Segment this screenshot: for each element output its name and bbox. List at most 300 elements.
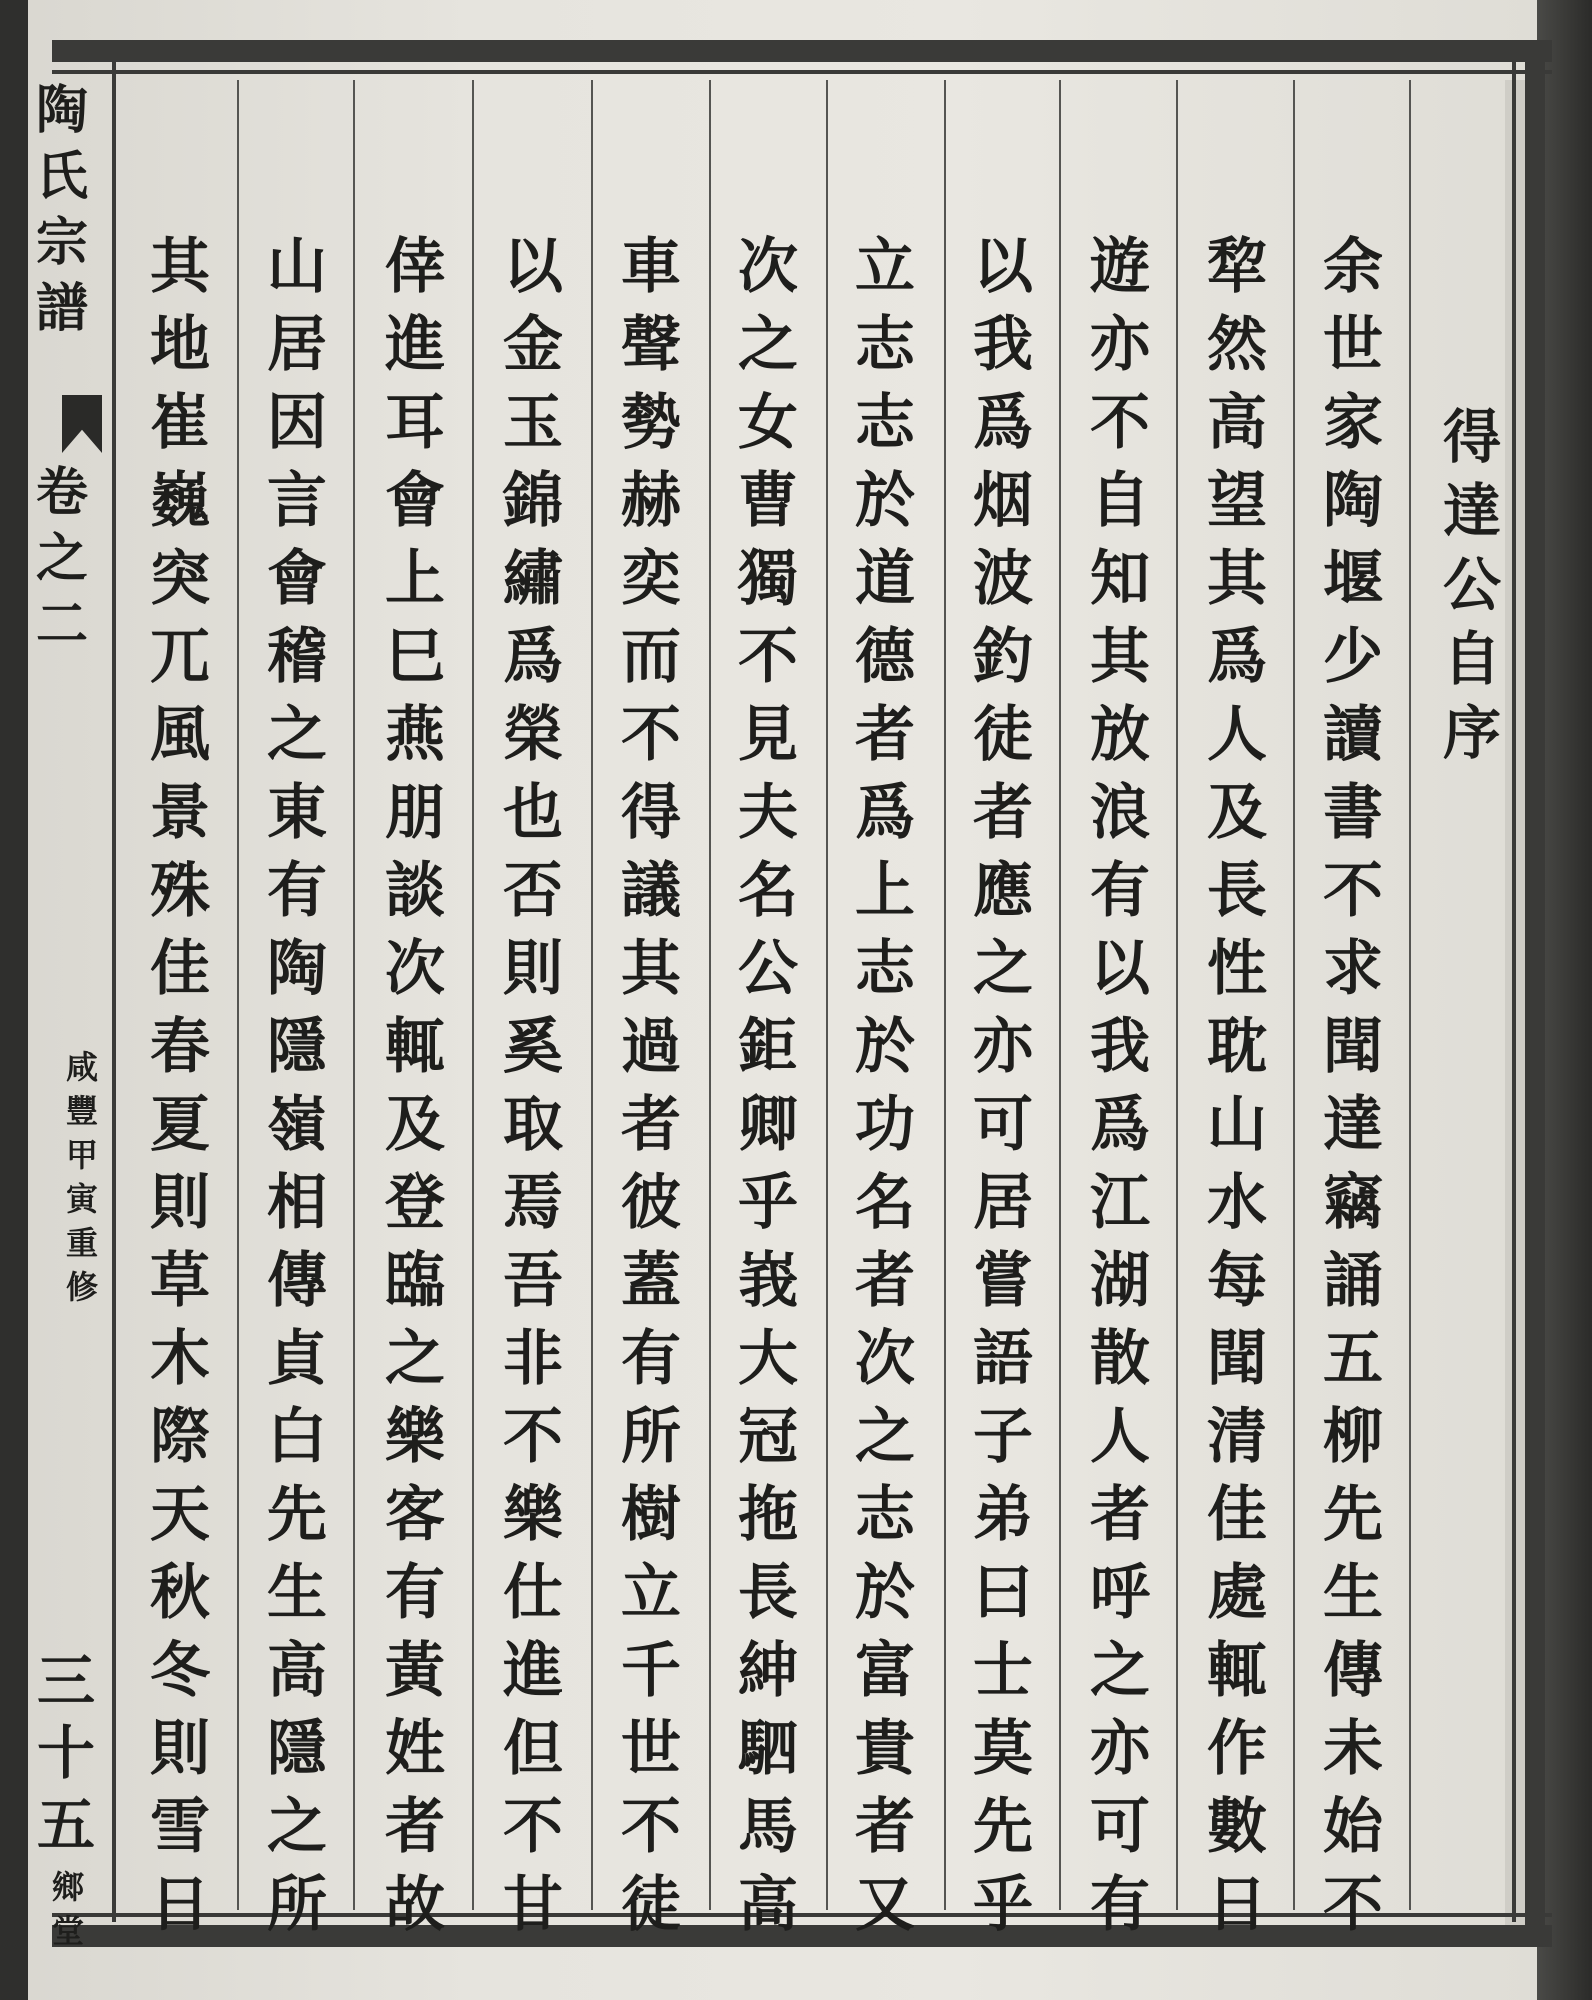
text-char: 生 [1323, 1558, 1383, 1628]
text-char: 生 [267, 1558, 327, 1628]
text-char: 及 [385, 1090, 445, 1160]
text-char: 不 [738, 622, 798, 692]
text-char: 仕 [503, 1558, 563, 1628]
text-char: 彼 [621, 1168, 681, 1238]
text-char: 亦 [1090, 1714, 1150, 1784]
frame-top-inner-line [52, 70, 1552, 74]
text-char: 山 [1207, 1090, 1267, 1160]
text-char: 爲 [973, 388, 1033, 458]
text-char: 之 [267, 1792, 327, 1862]
text-char: 名 [855, 1168, 915, 1238]
text-char: 輒 [1207, 1636, 1267, 1706]
column-rule [1059, 80, 1061, 1910]
text-char: 日 [150, 1870, 210, 1940]
text-char: 功 [855, 1090, 915, 1160]
column-rule [237, 80, 239, 1910]
text-char: 長 [738, 1558, 798, 1628]
text-char: 每 [1207, 1246, 1267, 1316]
text-char: 始 [1323, 1792, 1383, 1862]
text-char: 湖 [1090, 1246, 1150, 1316]
text-char: 木 [150, 1324, 210, 1394]
edition-char: 甲 [65, 1136, 98, 1174]
text-char: 聞 [1207, 1324, 1267, 1394]
text-char: 作 [1207, 1714, 1267, 1784]
column-rule [1176, 80, 1178, 1910]
text-char: 山 [267, 232, 327, 302]
text-column [728, 228, 808, 1944]
heading-char: 得 [1442, 403, 1501, 471]
text-char: 秋 [150, 1558, 210, 1628]
text-char: 我 [1090, 1012, 1150, 1082]
text-char: 亦 [973, 1012, 1033, 1082]
text-char: 江 [1090, 1168, 1150, 1238]
text-char: 天 [150, 1480, 210, 1550]
margin-title-char: 譜 [35, 278, 88, 339]
text-char: 於 [855, 1558, 915, 1628]
text-char: 乎 [738, 1168, 798, 1238]
hall-name-char: 鄉 [51, 1868, 84, 1906]
text-char: 故 [385, 1870, 445, 1940]
text-column [845, 228, 925, 1944]
text-char: 者 [973, 778, 1033, 848]
text-column [257, 228, 337, 1944]
text-char: 立 [621, 1558, 681, 1628]
edition-char: 重 [65, 1224, 98, 1262]
text-char: 臨 [385, 1246, 445, 1316]
text-char: 其 [150, 232, 210, 302]
text-char: 錦 [503, 466, 563, 536]
text-char: 樂 [385, 1402, 445, 1472]
text-char: 浪 [1090, 778, 1150, 848]
text-char: 數 [1207, 1792, 1267, 1862]
text-char: 富 [855, 1636, 915, 1706]
text-char: 讀 [1323, 700, 1383, 770]
edition-char: 豐 [65, 1092, 98, 1130]
text-char: 不 [1323, 856, 1383, 926]
text-char: 大 [738, 1324, 798, 1394]
text-char: 上 [385, 544, 445, 614]
text-char: 隱 [267, 1012, 327, 1082]
text-char: 家 [1323, 388, 1383, 458]
text-char: 金 [503, 310, 563, 380]
text-char: 否 [503, 856, 563, 926]
margin-title [32, 78, 92, 342]
margin-volume-char: 卷 [35, 462, 88, 523]
text-char: 冬 [150, 1636, 210, 1706]
text-char: 貴 [855, 1714, 915, 1784]
text-char: 先 [267, 1480, 327, 1550]
text-char: 高 [267, 1636, 327, 1706]
text-char: 爲 [855, 778, 915, 848]
frame-right-border [1525, 40, 1545, 1947]
text-char: 遊 [1090, 232, 1150, 302]
text-char: 余 [1323, 232, 1383, 302]
text-char: 可 [973, 1090, 1033, 1160]
text-char: 則 [150, 1714, 210, 1784]
text-char: 之 [267, 700, 327, 770]
text-char: 志 [855, 1480, 915, 1550]
heading-char: 達 [1442, 477, 1501, 545]
text-char: 先 [973, 1792, 1033, 1862]
text-char: 徒 [973, 700, 1033, 770]
text-char: 之 [1090, 1636, 1150, 1706]
text-char: 烟 [973, 466, 1033, 536]
text-char: 而 [621, 622, 681, 692]
text-char: 隱 [267, 1714, 327, 1784]
text-char: 所 [621, 1402, 681, 1472]
text-char: 日 [1207, 1870, 1267, 1940]
text-char: 世 [621, 1714, 681, 1784]
text-char: 先 [1323, 1480, 1383, 1550]
text-char: 然 [1207, 310, 1267, 380]
margin-edition [62, 1045, 102, 1309]
hall-name-char: 堂 [51, 1912, 84, 1950]
column-rule [1409, 80, 1411, 1910]
text-char: 突 [150, 544, 210, 614]
text-char: 鉅 [738, 1012, 798, 1082]
text-char: 樂 [503, 1480, 563, 1550]
text-char: 冠 [738, 1402, 798, 1472]
text-char: 曹 [738, 466, 798, 536]
text-char: 立 [855, 232, 915, 302]
text-char: 風 [150, 700, 210, 770]
text-char: 望 [1207, 466, 1267, 536]
text-char: 嘗 [973, 1246, 1033, 1316]
text-char: 焉 [503, 1168, 563, 1238]
text-char: 散 [1090, 1324, 1150, 1394]
text-char: 陶 [267, 934, 327, 1004]
text-char: 會 [385, 466, 445, 536]
text-char: 之 [738, 310, 798, 380]
text-char: 言 [267, 466, 327, 536]
heading-char: 序 [1442, 699, 1501, 767]
text-char: 耽 [1207, 1012, 1267, 1082]
text-char: 千 [621, 1636, 681, 1706]
text-column [375, 228, 455, 1944]
text-char: 語 [973, 1324, 1033, 1394]
text-char: 公 [738, 934, 798, 1004]
frame-top-border [52, 40, 1552, 62]
edition-char: 修 [65, 1268, 98, 1306]
text-char: 佳 [1207, 1480, 1267, 1550]
text-char: 莫 [973, 1714, 1033, 1784]
column-rule [1293, 80, 1295, 1910]
column-rule [353, 80, 355, 1910]
margin-hall-name [48, 1865, 88, 1953]
text-column [140, 228, 220, 1944]
text-char: 呼 [1090, 1558, 1150, 1628]
text-char: 處 [1207, 1558, 1267, 1628]
text-char: 車 [621, 232, 681, 302]
text-char: 客 [385, 1480, 445, 1550]
margin-volume-char: 二 [35, 594, 88, 655]
text-char: 不 [503, 1402, 563, 1472]
text-char: 人 [1207, 700, 1267, 770]
text-char: 居 [973, 1168, 1033, 1238]
text-char: 居 [267, 310, 327, 380]
text-char: 之 [973, 934, 1033, 1004]
page-number-char: 三 [36, 1647, 95, 1715]
text-char: 草 [150, 1246, 210, 1316]
text-char: 不 [503, 1792, 563, 1862]
text-char: 因 [267, 388, 327, 458]
text-char: 爲 [1090, 1090, 1150, 1160]
margin-title-char: 氏 [35, 146, 88, 207]
text-char: 進 [503, 1636, 563, 1706]
text-char: 倖 [385, 232, 445, 302]
text-char: 兀 [150, 622, 210, 692]
text-char: 輒 [385, 1012, 445, 1082]
text-char: 誦 [1323, 1246, 1383, 1316]
text-char: 巳 [385, 622, 445, 692]
text-char: 但 [503, 1714, 563, 1784]
text-char: 乎 [973, 1870, 1033, 1940]
text-char: 有 [1090, 1870, 1150, 1940]
text-char: 峩 [738, 1246, 798, 1316]
text-char: 過 [621, 1012, 681, 1082]
text-char: 道 [855, 544, 915, 614]
text-char: 次 [738, 232, 798, 302]
column-rule [826, 80, 828, 1910]
text-char: 獨 [738, 544, 798, 614]
text-char: 士 [973, 1636, 1033, 1706]
page-number-char: 十 [36, 1719, 95, 1787]
column-rule [591, 80, 593, 1910]
text-char: 者 [385, 1792, 445, 1862]
text-char: 次 [855, 1324, 915, 1394]
text-char: 則 [150, 1168, 210, 1238]
text-char: 有 [621, 1324, 681, 1394]
text-char: 傳 [267, 1246, 327, 1316]
text-char: 見 [738, 700, 798, 770]
text-char: 聲 [621, 310, 681, 380]
text-char: 水 [1207, 1168, 1267, 1238]
text-char: 不 [621, 1792, 681, 1862]
text-char: 志 [855, 310, 915, 380]
text-char: 夫 [738, 778, 798, 848]
text-char: 吾 [503, 1246, 563, 1316]
text-char: 取 [503, 1090, 563, 1160]
column-rule [944, 80, 946, 1910]
text-char: 者 [855, 1246, 915, 1316]
frame-right-inner-line [1512, 62, 1516, 1922]
text-char: 波 [973, 544, 1033, 614]
text-char: 則 [503, 934, 563, 1004]
text-char: 高 [738, 1870, 798, 1940]
text-char: 際 [150, 1402, 210, 1472]
text-char: 樹 [621, 1480, 681, 1550]
text-char: 夏 [150, 1090, 210, 1160]
text-char: 次 [385, 934, 445, 1004]
text-char: 勢 [621, 388, 681, 458]
text-char: 馬 [738, 1792, 798, 1862]
text-char: 殊 [150, 856, 210, 926]
text-char: 有 [385, 1558, 445, 1628]
text-char: 求 [1323, 934, 1383, 1004]
text-char: 崔 [150, 388, 210, 458]
text-char: 子 [973, 1402, 1033, 1472]
text-char: 亦 [1090, 310, 1150, 380]
text-char: 爲 [503, 622, 563, 692]
text-char: 有 [1090, 856, 1150, 926]
text-char: 東 [267, 778, 327, 848]
heading-char: 自 [1442, 625, 1501, 693]
binding-edge [0, 0, 28, 2000]
text-char: 所 [267, 1870, 327, 1940]
text-char: 玉 [503, 388, 563, 458]
text-char: 繡 [503, 544, 563, 614]
text-char: 志 [855, 934, 915, 1004]
text-char: 陶 [1323, 466, 1383, 536]
text-char: 放 [1090, 700, 1150, 770]
text-char: 其 [621, 934, 681, 1004]
text-char: 黃 [385, 1636, 445, 1706]
text-char: 不 [1090, 388, 1150, 458]
text-char: 堰 [1323, 544, 1383, 614]
text-char: 其 [1207, 544, 1267, 614]
text-char: 佳 [150, 934, 210, 1004]
text-char: 長 [1207, 856, 1267, 926]
text-char: 於 [855, 466, 915, 536]
text-char: 應 [973, 856, 1033, 926]
text-char: 達 [1323, 1090, 1383, 1160]
text-char: 傳 [1323, 1636, 1383, 1706]
text-char: 地 [150, 310, 210, 380]
text-char: 以 [1090, 934, 1150, 1004]
text-char: 甘 [503, 1870, 563, 1940]
text-char: 我 [973, 310, 1033, 380]
text-char: 曰 [973, 1558, 1033, 1628]
text-column [1197, 228, 1277, 1944]
text-char: 駟 [738, 1714, 798, 1784]
text-char: 人 [1090, 1402, 1150, 1472]
text-char: 蓋 [621, 1246, 681, 1316]
text-char: 巍 [150, 466, 210, 536]
text-char: 景 [150, 778, 210, 848]
text-char: 卿 [738, 1090, 798, 1160]
edition-char: 咸 [65, 1048, 98, 1086]
text-char: 之 [385, 1324, 445, 1394]
text-char: 德 [855, 622, 915, 692]
text-char: 進 [385, 310, 445, 380]
margin-volume [32, 460, 92, 658]
text-char: 者 [855, 1792, 915, 1862]
text-column [963, 228, 1043, 1944]
column-rule [709, 80, 711, 1910]
text-char: 耳 [385, 388, 445, 458]
margin-title-char: 陶 [35, 80, 88, 141]
text-char: 相 [267, 1168, 327, 1238]
text-char: 姓 [385, 1714, 445, 1784]
frame-left-line [112, 62, 116, 1922]
column-rule [472, 80, 474, 1910]
text-char: 高 [1207, 388, 1267, 458]
text-char: 白 [267, 1402, 327, 1472]
text-char: 名 [738, 856, 798, 926]
text-column [1313, 228, 1393, 1944]
margin-page-number [36, 1645, 96, 1861]
text-char: 犂 [1207, 232, 1267, 302]
text-char: 拖 [738, 1480, 798, 1550]
text-char: 柳 [1323, 1402, 1383, 1472]
text-char: 者 [1090, 1480, 1150, 1550]
text-char: 爲 [1207, 622, 1267, 692]
text-char: 朋 [385, 778, 445, 848]
margin-title-char: 宗 [35, 212, 88, 273]
text-char: 竊 [1323, 1168, 1383, 1238]
text-char: 談 [385, 856, 445, 926]
text-char: 徒 [621, 1870, 681, 1940]
text-char: 者 [855, 700, 915, 770]
text-char: 燕 [385, 700, 445, 770]
text-char: 有 [267, 856, 327, 926]
text-char: 未 [1323, 1714, 1383, 1784]
text-char: 也 [503, 778, 563, 848]
text-column [1080, 228, 1160, 1944]
text-char: 又 [855, 1870, 915, 1940]
text-char: 者 [621, 1090, 681, 1160]
text-char: 會 [267, 544, 327, 614]
page-number-char: 五 [36, 1791, 95, 1859]
text-column [493, 228, 573, 1944]
text-char: 書 [1323, 778, 1383, 848]
text-char: 及 [1207, 778, 1267, 848]
text-char: 上 [855, 856, 915, 926]
text-char: 赫 [621, 466, 681, 536]
text-char: 其 [1090, 622, 1150, 692]
text-char: 志 [855, 388, 915, 458]
text-char: 不 [621, 700, 681, 770]
text-char: 清 [1207, 1402, 1267, 1472]
text-char: 少 [1323, 622, 1383, 692]
text-char: 春 [150, 1012, 210, 1082]
text-char: 稽 [267, 622, 327, 692]
fishtail-mark [62, 395, 102, 453]
text-char: 貞 [267, 1324, 327, 1394]
text-char: 議 [621, 856, 681, 926]
text-char: 奚 [503, 1012, 563, 1082]
text-char: 榮 [503, 700, 563, 770]
text-char: 性 [1207, 934, 1267, 1004]
text-char: 以 [973, 232, 1033, 302]
edition-char: 寅 [65, 1180, 98, 1218]
text-char: 以 [503, 232, 563, 302]
right-page-edge [1537, 0, 1592, 2000]
text-char: 非 [503, 1324, 563, 1394]
text-char: 五 [1323, 1324, 1383, 1394]
text-char: 於 [855, 1012, 915, 1082]
margin-volume-char: 之 [35, 528, 88, 589]
text-char: 嶺 [267, 1090, 327, 1160]
text-char: 奕 [621, 544, 681, 614]
text-char: 之 [855, 1402, 915, 1472]
text-char: 自 [1090, 466, 1150, 536]
text-char: 聞 [1323, 1012, 1383, 1082]
text-char: 釣 [973, 622, 1033, 692]
text-char: 知 [1090, 544, 1150, 614]
heading-column [1432, 400, 1512, 770]
text-char: 不 [1323, 1870, 1383, 1940]
text-char: 雪 [150, 1792, 210, 1862]
text-char: 女 [738, 388, 798, 458]
text-char: 登 [385, 1168, 445, 1238]
text-column [611, 228, 691, 1944]
heading-char: 公 [1442, 551, 1501, 619]
text-char: 可 [1090, 1792, 1150, 1862]
text-char: 世 [1323, 310, 1383, 380]
text-char: 弟 [973, 1480, 1033, 1550]
text-char: 紳 [738, 1636, 798, 1706]
